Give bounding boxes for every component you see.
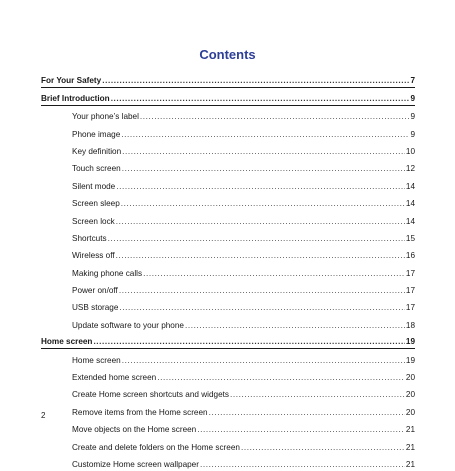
toc-dot-leader: [121, 130, 409, 140]
toc-entry-page-number: 17: [405, 303, 415, 313]
toc-subsection-entry[interactable]: [41, 245, 415, 262]
toc-entry-page-number: 9: [410, 93, 415, 103]
toc-subsection-entry[interactable]: [41, 280, 415, 297]
toc-dot-leader: [209, 408, 405, 418]
toc-entry-label: Screen sleep: [72, 199, 120, 209]
toc-entry-page-number: 21: [405, 442, 415, 452]
toc-subsection-entry[interactable]: [41, 436, 415, 453]
toc-entry-page-number: 20: [405, 390, 415, 400]
toc-subsection-entry[interactable]: [41, 193, 415, 210]
toc-dot-leader: [119, 303, 404, 313]
toc-subsection-entry[interactable]: [41, 314, 415, 331]
toc-entry-label: Customize Home screen wallpaper: [72, 459, 199, 469]
toc-subsection-entry[interactable]: [41, 158, 415, 175]
toc-subsection-entry[interactable]: [41, 384, 415, 401]
toc-entry-label: Touch screen: [72, 164, 121, 174]
toc-dot-leader: [116, 182, 405, 192]
toc-entry-page-number: 15: [405, 233, 415, 243]
toc-entry-label: Create Home screen shortcuts and widgets: [72, 390, 230, 400]
toc-dot-leader: [197, 425, 405, 435]
toc-subsection-entry[interactable]: [41, 367, 415, 384]
toc-entry-page-number: 12: [405, 164, 415, 174]
toc-entry-page-number: 14: [405, 199, 415, 209]
toc-dot-leader: [157, 373, 405, 383]
toc-dot-leader: [116, 251, 405, 261]
toc-subsection-entry[interactable]: [41, 106, 415, 123]
toc-entry-label: Phone image: [72, 129, 121, 139]
toc-entry-label: USB storage: [72, 303, 119, 313]
toc-dot-leader: [121, 199, 405, 209]
toc-entry-label: Brief Introduction: [41, 93, 110, 103]
toc-entry-page-number: 17: [405, 268, 415, 278]
toc-entry-page-number: 20: [405, 407, 415, 417]
toc-dot-leader: [200, 460, 405, 470]
toc-entry-label: Your phone’s label: [72, 112, 139, 122]
toc-entry-label: Making phone calls: [72, 268, 143, 278]
toc-entry-page-number: 17: [405, 286, 415, 296]
toc-subsection-entry[interactable]: [41, 141, 415, 158]
toc-entry-label: Extended home screen: [72, 373, 157, 383]
toc-entry-page-number: 14: [405, 216, 415, 226]
toc-dot-leader: [102, 76, 409, 86]
toc-dot-leader: [230, 390, 405, 400]
toc-entry-label: Shortcuts: [72, 233, 107, 243]
toc-entry-page-number: 10: [405, 146, 415, 156]
toc-entry-label: Key definition: [72, 146, 122, 156]
toc-subsection-entry[interactable]: [41, 262, 415, 279]
toc-entry-label: For Your Safety: [41, 76, 102, 86]
toc-entry-label: Move objects on the Home screen: [72, 425, 197, 435]
toc-subsection-entry[interactable]: [41, 454, 415, 471]
toc-subsection-entry[interactable]: [41, 297, 415, 314]
toc-entry-page-number: 9: [410, 112, 415, 122]
toc-entry-page-number: 21: [405, 425, 415, 435]
toc-entry-page-number: 19: [405, 355, 415, 365]
toc-entry-page-number: 19: [405, 337, 415, 347]
toc-entry-label: Wireless off: [72, 251, 115, 261]
toc-entry-label: Screen lock: [72, 216, 115, 226]
toc-subsection-entry[interactable]: [41, 123, 415, 140]
toc-entry-label: Silent mode: [72, 181, 116, 191]
toc-dot-leader: [93, 337, 404, 347]
toc-dot-leader: [119, 286, 405, 296]
toc-section-entry[interactable]: [41, 332, 415, 349]
toc-entry-label: Home screen: [41, 337, 93, 347]
toc-entry-page-number: 7: [410, 76, 415, 86]
toc-subsection-entry[interactable]: [41, 210, 415, 227]
toc-entry-page-number: 14: [405, 181, 415, 191]
toc-entry-page-number: 20: [405, 373, 415, 383]
toc-entry-label: Remove items from the Home screen: [72, 407, 208, 417]
toc-dot-leader: [116, 217, 405, 227]
page-number: 2: [41, 411, 46, 420]
toc-section-entry[interactable]: [41, 71, 415, 88]
page-title: Contents: [199, 47, 256, 62]
toc-entry-label: Power on/off: [72, 286, 118, 296]
toc-entry-page-number: 21: [405, 459, 415, 469]
table-of-contents: [41, 71, 415, 471]
toc-section-entry[interactable]: [41, 88, 415, 105]
toc-subsection-entry[interactable]: [41, 401, 415, 418]
toc-dot-leader: [241, 443, 405, 453]
toc-entry-page-number: 16: [405, 251, 415, 261]
toc-entry-page-number: 9: [410, 129, 415, 139]
toc-dot-leader: [140, 112, 410, 122]
toc-dot-leader: [122, 356, 405, 366]
toc-subsection-entry[interactable]: [41, 228, 415, 245]
toc-subsection-entry[interactable]: [41, 349, 415, 366]
toc-entry-page-number: 18: [405, 320, 415, 330]
toc-entry-label: Home screen: [72, 355, 121, 365]
toc-entry-label: Update software to your phone: [72, 320, 184, 330]
toc-dot-leader: [122, 147, 405, 157]
toc-dot-leader: [185, 321, 405, 331]
toc-subsection-entry[interactable]: [41, 175, 415, 192]
toc-dot-leader: [122, 164, 405, 174]
toc-entry-label: Create and delete folders on the Home screen: [72, 442, 240, 452]
toc-dot-leader: [111, 94, 410, 104]
toc-dot-leader: [108, 234, 405, 244]
toc-dot-leader: [143, 269, 405, 279]
toc-subsection-entry[interactable]: [41, 419, 415, 436]
